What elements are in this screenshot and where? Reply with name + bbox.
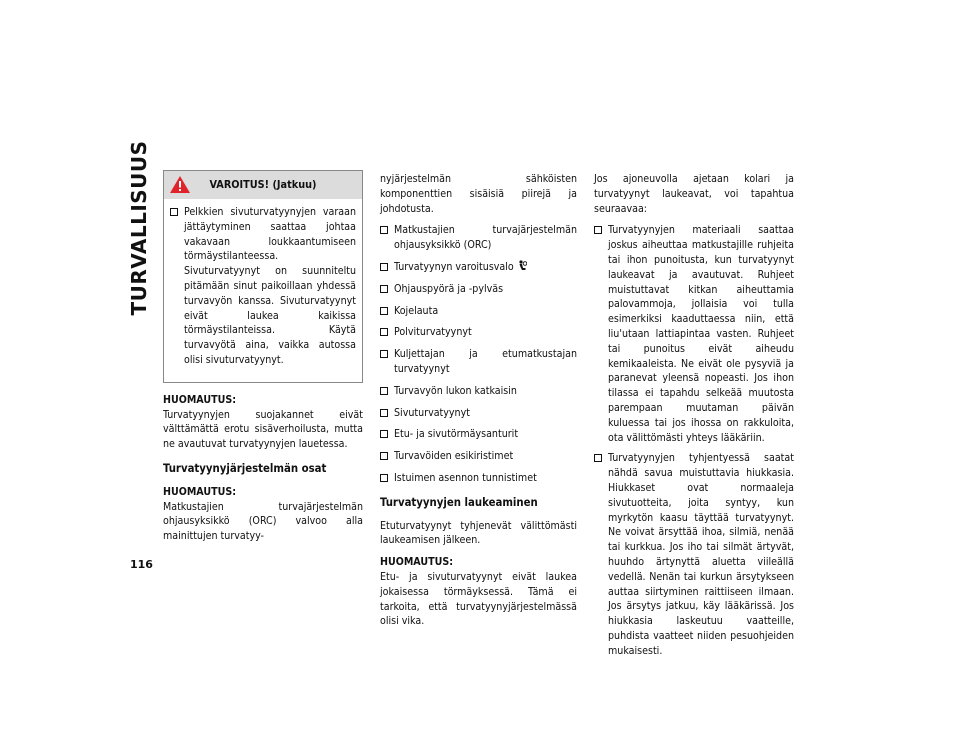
paragraph: nyjärjestelmän sähköisten komponenttien sisäisiä piirejä ja johdotusta. (380, 173, 577, 215)
note-text: Turvatyynyjen suojakannet eivät välttämättä erotu sisäverhoilusta, mutta ne avautuvat turvatyynyjen lauetessa. (163, 408, 363, 451)
list-item: Polviturvatyynyt (380, 325, 577, 340)
column-1 (163, 170, 363, 551)
list-item: Kuljettajan ja etumatkustajan turvatyynyt (380, 347, 577, 377)
section-heading: Turvatyynyjärjestelmän osat (163, 461, 327, 475)
list-item: Ohjauspyörä ja -pylväs (380, 282, 577, 297)
page-number: 116 (130, 558, 153, 571)
column-3 (594, 172, 794, 665)
section-heading: Turvatyynyjen laukeaminen (380, 495, 538, 509)
list-item: Matkustajien turvajärjestelmän ohjausyksikkö (ORC) (380, 223, 577, 253)
checkbox-bullet-icon (380, 409, 388, 417)
warning-triangle-icon (169, 175, 191, 194)
list-item: Kojelauta (380, 304, 577, 319)
components-list (380, 223, 577, 485)
checkbox-bullet-icon (380, 226, 388, 234)
warning-box (163, 170, 363, 383)
list-item: Istuimen asennon tunnistimet (380, 471, 577, 486)
checkbox-bullet-icon (380, 350, 388, 358)
note-label: HUOMAUTUS: (380, 556, 454, 569)
checkbox-bullet-icon (380, 307, 388, 315)
checkbox-bullet-icon (380, 387, 388, 395)
checkbox-bullet-icon (380, 430, 388, 438)
effects-list (594, 223, 794, 658)
checkbox-bullet-icon (380, 285, 388, 293)
paragraph: Jos ajoneuvolla ajetaan kolari ja turvatyynyt laukeavat, voi tapahtua seuraavaa: (594, 173, 794, 215)
checkbox-bullet-icon (380, 474, 388, 482)
note-label: HUOMAUTUS: (163, 393, 237, 406)
note-label: HUOMAUTUS: (163, 485, 237, 498)
list-item: Etu- ja sivutörmäysanturit (380, 427, 577, 442)
checkbox-bullet-icon (380, 263, 388, 271)
section-title-text: TURVALLISUUS (127, 140, 151, 316)
note-text: Matkustajien turvajärjestelmän ohjausyksikkö (ORC) valvoo alla mainittujen turvatyy- (163, 500, 363, 543)
list-item: Turvavöiden esikiristimet (380, 449, 577, 464)
column-2 (380, 172, 577, 636)
list-item: Sivuturvatyynyt (380, 406, 577, 421)
list-item: Turvavyön lukon katkaisin (380, 384, 577, 399)
checkbox-bullet-icon (380, 328, 388, 336)
warning-header (164, 171, 362, 199)
checkbox-bullet-icon (594, 454, 602, 462)
checkbox-bullet-icon (170, 208, 178, 216)
list-item: Turvatyynyn varoitusvalo (380, 260, 577, 275)
checkbox-bullet-icon (380, 452, 388, 460)
airbag-warning-icon (517, 260, 527, 272)
checkbox-bullet-icon (594, 226, 602, 234)
paragraph: Etuturvatyynyt tyhjenevät välittömästi laukeamisen jälkeen. (380, 519, 577, 547)
list-item: Turvatyynyjen tyhjentyessä saatat nähdä savua muistuttavia hiukkasia. Hiukkaset ovat normaaleja sivutuotteita, joita syntyy, kun myrkytön kaasu täyttää turvatyynyt. Ne voivat ärsyttää ihoa, silmiä, nenää tai kurkkua. Jos iho tai silmät ärtyvät, huuhdo ärtynyttä aluetta viileällä vedellä. Nenän tai kurkun ärsytykseen auttaa siirtyminen raittiiseen ilmaan. Jos ärsytys jatkuu, käy lääkärissä. Jos hiukkasia laskeutuu vaatteille, puhdista vaatteet niiden pesuohjeiden mukaisesti. (594, 451, 794, 658)
warning-title: VAROITUS! (Jatkuu) (209, 178, 317, 191)
section-title (127, 140, 151, 316)
list-item: Pelkkien sivuturvatyynyjen varaan jättäytyminen saattaa johtaa vakavaan loukkaantumiseen törmäystilanteessa. Sivuturvatyynyt on suunniteltu pitämään sinut paikoillaan yhdessä turvavyön kanssa. Sivuturvatyynyt eivät laukea kaikissa törmäystilanteissa. Käytä turvavyötä aina, vaikka autossa olisi sivuturvatyynyt. (170, 205, 356, 368)
list-item: Turvatyynyjen materiaali saattaa joskus aiheuttaa matkustajille ruhjeita tai ihon punoitusta, kun turvatyynyt laukeavat ja avautuvat. Ruhjeet muistuttavat kitkan aiheuttamia palovammoja, jollaisia voi tulla esimerkiksi kaaduttaessa niin, että liu'utaan lattiapintaa vasten. Ruhjeet tai punoitus eivät aiheudu kemikaaleista. Ne eivät ole pysyviä ja paranevat yleensä nopeasti. Jos ihon tilassa ei tapahdu selkeää muutosta parempaan muutaman päivän kuluessa tai jos ihossa on rakkuloita, ota välittömästi yhteys lääkäriin. (594, 223, 794, 445)
warning-body (164, 199, 362, 382)
note-text: Etu- ja sivuturvatyynyt eivät laukea jokaisessa törmäyksessä. Tämä ei tarkoita, että turvatyynyjärjestelmässä olisi vika. (380, 570, 577, 628)
